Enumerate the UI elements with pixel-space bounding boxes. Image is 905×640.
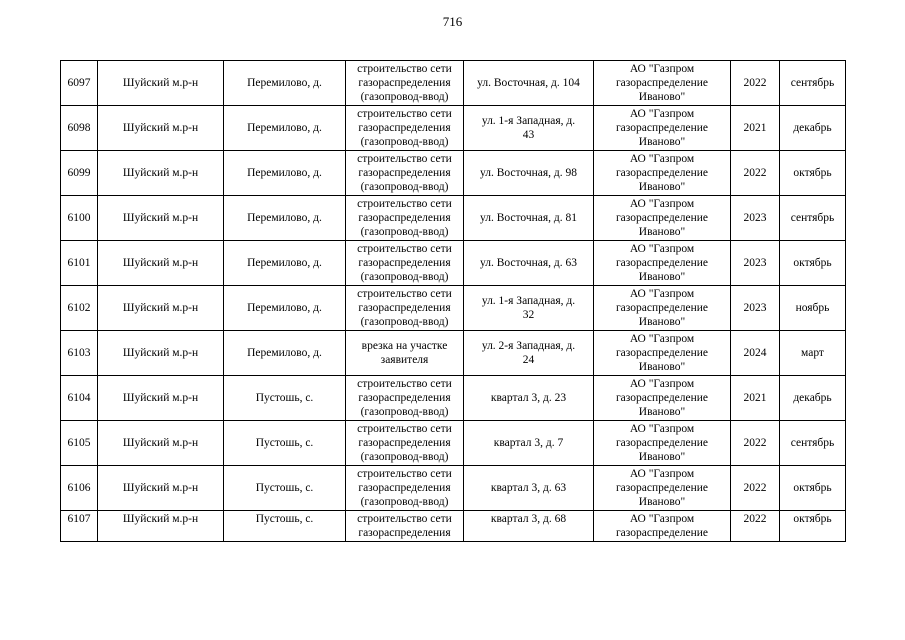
row-id: 6101 bbox=[61, 241, 98, 286]
table-row bbox=[61, 61, 846, 106]
year-cell: 2024 bbox=[731, 331, 780, 376]
address-cell: ул. 1-я Западная, д. 43 bbox=[464, 106, 594, 151]
address-cell: ул. 2-я Западная, д. 24 bbox=[464, 331, 594, 376]
year-cell: 2022 bbox=[731, 151, 780, 196]
table-row bbox=[61, 286, 846, 331]
row-id: 6098 bbox=[61, 106, 98, 151]
address-cell: квартал 3, д. 68 bbox=[464, 511, 594, 542]
table-row bbox=[61, 196, 846, 241]
locality-cell: Пустошь, с. bbox=[224, 376, 346, 421]
district-cell: Шуйский м.р-н bbox=[98, 196, 224, 241]
work-type-cell: строительство сети газораспределения (газопровод-ввод) bbox=[346, 286, 464, 331]
work-type-cell: врезка на участке заявителя bbox=[346, 331, 464, 376]
locality-cell: Перемилово, д. bbox=[224, 331, 346, 376]
district-cell: Шуйский м.р-н bbox=[98, 151, 224, 196]
locality-cell: Перемилово, д. bbox=[224, 61, 346, 106]
organization-cell: АО "Газпром газораспределение Иваново" bbox=[594, 61, 731, 106]
row-id: 6105 bbox=[61, 421, 98, 466]
work-type-cell: строительство сети газораспределения (газопровод-ввод) bbox=[346, 421, 464, 466]
locality-cell: Перемилово, д. bbox=[224, 286, 346, 331]
page-number: 716 bbox=[442, 14, 463, 29]
address-cell: ул. 1-я Западная, д. 32 bbox=[464, 286, 594, 331]
district-cell: Шуйский м.р-н bbox=[98, 331, 224, 376]
work-type-cell: строительство сети газораспределения (газопровод-ввод) bbox=[346, 376, 464, 421]
month-cell: сентябрь bbox=[780, 421, 846, 466]
organization-cell: АО "Газпром газораспределение Иваново" bbox=[594, 286, 731, 331]
work-type-cell: строительство сети газораспределения (газопровод-ввод) bbox=[346, 106, 464, 151]
locality-cell: Перемилово, д. bbox=[224, 151, 346, 196]
organization-cell: АО "Газпром газораспределение Иваново" bbox=[594, 241, 731, 286]
year-cell: 2023 bbox=[731, 286, 780, 331]
address-cell: квартал 3, д. 7 bbox=[464, 421, 594, 466]
organization-cell: АО "Газпром газораспределение Иваново" bbox=[594, 196, 731, 241]
locality-cell: Перемилово, д. bbox=[224, 106, 346, 151]
table-row bbox=[61, 241, 846, 286]
work-type-cell: строительство сети газораспределения bbox=[346, 511, 464, 542]
district-cell: Шуйский м.р-н bbox=[98, 61, 224, 106]
organization-cell: АО "Газпром газораспределение Иваново" bbox=[594, 106, 731, 151]
district-cell: Шуйский м.р-н bbox=[98, 241, 224, 286]
row-id: 6097 bbox=[61, 61, 98, 106]
organization-cell: АО "Газпром газораспределение Иваново" bbox=[594, 151, 731, 196]
month-cell: сентябрь bbox=[780, 196, 846, 241]
organization-cell: АО "Газпром газораспределение Иваново" bbox=[594, 331, 731, 376]
locality-cell: Перемилово, д. bbox=[224, 241, 346, 286]
locality-cell: Пустошь, с. bbox=[224, 421, 346, 466]
organization-cell: АО "Газпром газораспределение bbox=[594, 511, 731, 542]
organization-cell: АО "Газпром газораспределение Иваново" bbox=[594, 466, 731, 511]
work-type-cell: строительство сети газораспределения (газопровод-ввод) bbox=[346, 466, 464, 511]
month-cell: октябрь bbox=[780, 466, 846, 511]
work-type-cell: строительство сети газораспределения (газопровод-ввод) bbox=[346, 241, 464, 286]
month-cell: октябрь bbox=[780, 241, 846, 286]
year-cell: 2021 bbox=[731, 106, 780, 151]
table-row bbox=[61, 376, 846, 421]
row-id: 6106 bbox=[61, 466, 98, 511]
table-row bbox=[61, 421, 846, 466]
year-cell: 2021 bbox=[731, 376, 780, 421]
row-id: 6099 bbox=[61, 151, 98, 196]
organization-cell: АО "Газпром газораспределение Иваново" bbox=[594, 421, 731, 466]
work-type-cell: строительство сети газораспределения (газопровод-ввод) bbox=[346, 196, 464, 241]
address-cell: ул. Восточная, д. 63 bbox=[464, 241, 594, 286]
address-cell: квартал 3, д. 63 bbox=[464, 466, 594, 511]
district-cell: Шуйский м.р-н bbox=[98, 286, 224, 331]
locality-cell: Перемилово, д. bbox=[224, 196, 346, 241]
month-cell: октябрь bbox=[780, 511, 846, 542]
row-id: 6103 bbox=[61, 331, 98, 376]
year-cell: 2023 bbox=[731, 196, 780, 241]
month-cell: март bbox=[780, 331, 846, 376]
table-row bbox=[61, 331, 846, 376]
work-type-cell: строительство сети газораспределения (газопровод-ввод) bbox=[346, 151, 464, 196]
month-cell: декабрь bbox=[780, 376, 846, 421]
district-cell: Шуйский м.р-н bbox=[98, 106, 224, 151]
month-cell: октябрь bbox=[780, 151, 846, 196]
district-cell: Шуйский м.р-н bbox=[98, 511, 224, 542]
district-cell: Шуйский м.р-н bbox=[98, 376, 224, 421]
row-id: 6100 bbox=[61, 196, 98, 241]
organization-cell: АО "Газпром газораспределение Иваново" bbox=[594, 376, 731, 421]
address-cell: квартал 3, д. 23 bbox=[464, 376, 594, 421]
locality-cell: Пустошь, с. bbox=[224, 466, 346, 511]
month-cell: ноябрь bbox=[780, 286, 846, 331]
row-id: 6102 bbox=[61, 286, 98, 331]
table-row bbox=[61, 466, 846, 511]
year-cell: 2022 bbox=[731, 61, 780, 106]
year-cell: 2022 bbox=[731, 466, 780, 511]
year-cell: 2022 bbox=[731, 511, 780, 542]
address-cell: ул. Восточная, д. 104 bbox=[464, 61, 594, 106]
row-id: 6107 bbox=[61, 511, 98, 542]
locality-cell: Пустошь, с. bbox=[224, 511, 346, 542]
address-cell: ул. Восточная, д. 98 bbox=[464, 151, 594, 196]
month-cell: сентябрь bbox=[780, 61, 846, 106]
year-cell: 2023 bbox=[731, 241, 780, 286]
work-type-cell: строительство сети газораспределения (газопровод-ввод) bbox=[346, 61, 464, 106]
district-cell: Шуйский м.р-н bbox=[98, 466, 224, 511]
table-row bbox=[61, 151, 846, 196]
district-cell: Шуйский м.р-н bbox=[98, 421, 224, 466]
year-cell: 2022 bbox=[731, 421, 780, 466]
registry-table bbox=[60, 60, 846, 542]
table-row bbox=[61, 511, 846, 542]
row-id: 6104 bbox=[61, 376, 98, 421]
table-row bbox=[61, 106, 846, 151]
address-cell: ул. Восточная, д. 81 bbox=[464, 196, 594, 241]
month-cell: декабрь bbox=[780, 106, 846, 151]
